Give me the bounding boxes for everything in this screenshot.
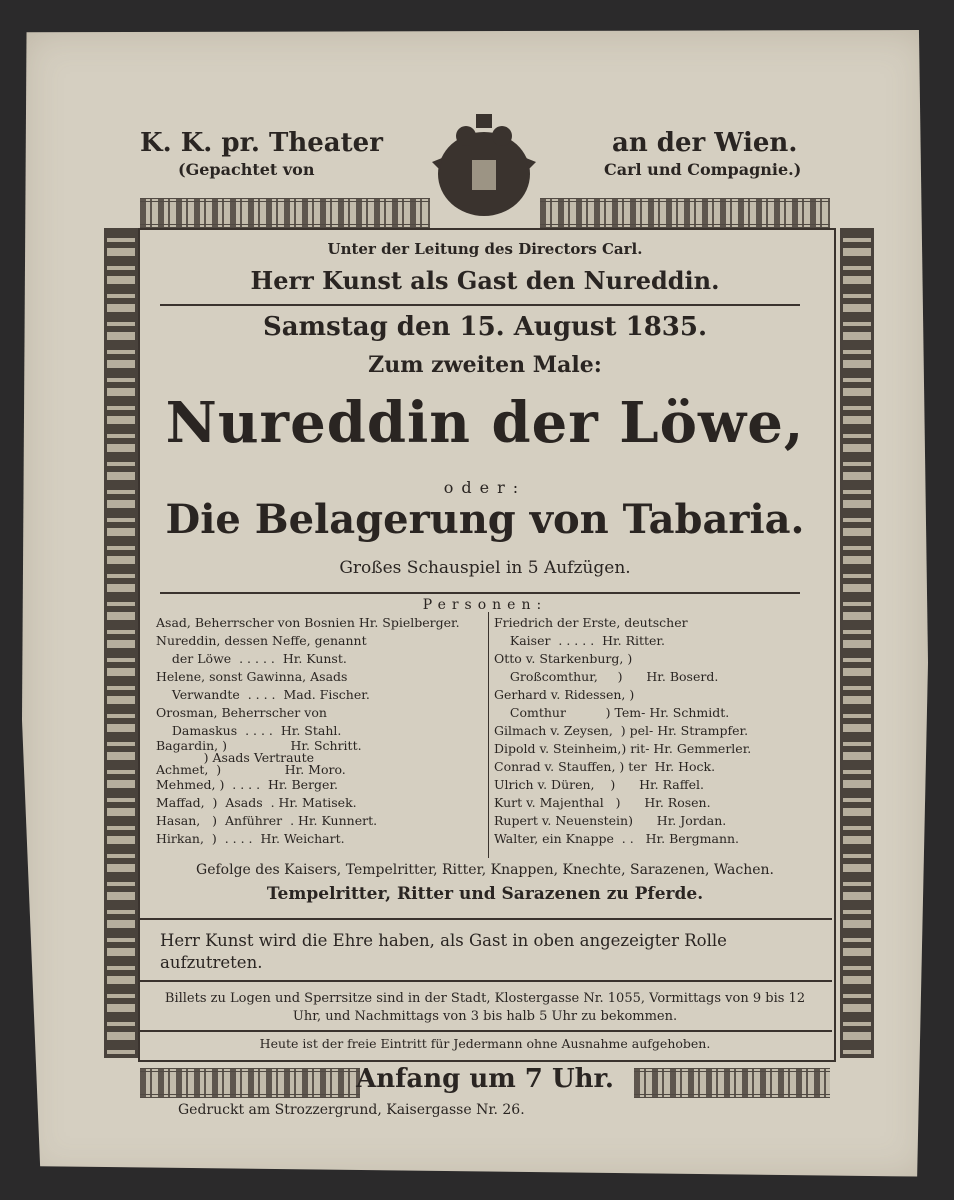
divider (160, 592, 800, 594)
ticket-info: Billets zu Logen und Sperrsitze sind in der Stadt, Klostergasse Nr. 1055, Vormittags von 9 bis 12 Uhr, und Nachmittags von 3 bis halb 5 Uhr zu bekommen. (164, 991, 806, 1024)
list-item: Nureddin, dessen Neffe, genannt (156, 633, 367, 648)
ornament-column-left (104, 228, 138, 1058)
divider (140, 1030, 832, 1032)
divider (160, 304, 800, 306)
ornament-column-right (840, 228, 874, 1058)
performance-note: Zum zweiten Male: (368, 352, 602, 378)
entourage-line: Gefolge des Kaisers, Tempelritter, Ritter, Knappen, Knechte, Sarazenen, Wachen. (196, 862, 774, 878)
theater-name-left: K. K. pr. Theater (140, 128, 383, 158)
list-item: Conrad v. Stauffen, ) ter Hr. Hock. (494, 759, 716, 774)
play-subtitle: Die Belagerung von Tabaria. (165, 496, 805, 543)
list-item: Gilmach v. Zeysen, ) pel- Hr. Strampfer. (494, 723, 749, 738)
list-item: Kaiser . . . . . Hr. Ritter. (494, 633, 666, 648)
list-item: Maffad, ) Asads . Hr. Matisek. (156, 795, 357, 810)
list-item: Achmet, ) Hr. Moro. (156, 762, 346, 777)
ornament-band-left (140, 198, 430, 228)
list-item: Ulrich v. Düren, ) Hr. Raffel. (494, 777, 704, 792)
list-item: Damaskus . . . . Hr. Stahl. (156, 723, 342, 738)
list-item: Rupert v. Neuenstein) Hr. Jordan. (494, 813, 727, 828)
list-item: Hirkan, ) . . . . Hr. Weichart. (156, 831, 345, 846)
list-item: ) Asads Vertraute (156, 750, 314, 765)
list-item: Hasan, ) Anführer . Hr. Kunnert. (156, 813, 378, 828)
list-item: Gerhard v. Ridessen, ) (494, 687, 635, 702)
free-entry-notice: Heute ist der freie Eintritt für Jedermann ohne Ausnahme aufgehoben. (259, 1036, 711, 1051)
list-item: der Löwe . . . . . Hr. Kunst. (156, 651, 347, 666)
divider (140, 918, 832, 920)
cast-list-left (156, 614, 460, 848)
list-item: Bagardin, ) Hr. Schritt. (156, 738, 362, 753)
cast-column-divider (488, 612, 489, 858)
divider (140, 980, 832, 982)
list-item: Otto v. Starkenburg, ) (494, 651, 633, 666)
double-eagle-emblem-icon (432, 110, 536, 222)
cast-heading: Personen: (422, 597, 548, 613)
list-item: Walter, ein Knappe . . Hr. Bergmann. (494, 831, 740, 846)
list-item: Orosman, Beherrscher von (156, 705, 327, 720)
ornament-band-right (540, 198, 830, 228)
list-item: Verwandte . . . . Mad. Fischer. (156, 687, 370, 702)
lessee-left: (Gepachtet von (178, 160, 315, 179)
direction-line: Unter der Leitung des Directors Carl. (327, 240, 643, 258)
list-item: Großcomthur, ) Hr. Boserd. (494, 669, 719, 684)
theater-name-right: an der Wien. (612, 128, 798, 158)
list-item: Mehmed, ) . . . . Hr. Berger. (156, 777, 339, 792)
date-line: Samstag den 15. August 1835. (262, 312, 708, 342)
genre-line: Großes Schauspiel in 5 Aufzügen. (339, 558, 631, 578)
guest-line: Herr Kunst als Gast den Nureddin. (250, 266, 720, 295)
start-time: Anfang um 7 Uhr. (356, 1064, 614, 1094)
title-conjunction: oder: (443, 478, 527, 497)
cast-list-right (494, 614, 751, 848)
list-item: Comthur ) Tem- Hr. Schmidt. (494, 705, 730, 720)
list-item: Dipold v. Steinheim,) rit- Hr. Gemmerler. (494, 741, 752, 756)
list-item: Friedrich der Erste, deutscher (494, 615, 688, 630)
play-title: Nureddin der Löwe, (165, 390, 805, 456)
riders-line: Tempelritter, Ritter und Sarazenen zu Pferde. (266, 884, 704, 904)
printer-line: Gedruckt am Strozzergrund, Kaisergasse Nr. 26. (178, 1102, 525, 1118)
guest-note: Herr Kunst wird die Ehre haben, als Gast in oben angezeigter Rolle aufzutreten. (160, 931, 727, 972)
list-item: Kurt v. Majenthal ) Hr. Rosen. (494, 795, 711, 810)
list-item: Helene, sonst Gawinna, Asads (156, 669, 348, 684)
list-item: Asad, Beherrscher von Bosnien Hr. Spielberger. (156, 615, 460, 630)
lessee-right: Carl und Compagnie.) (604, 160, 802, 179)
